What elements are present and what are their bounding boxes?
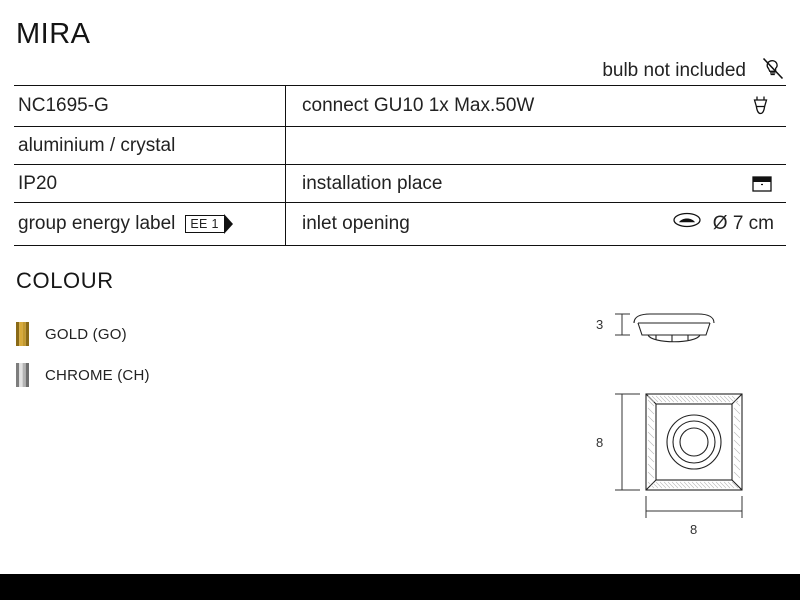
ip-rating-cell: IP20 xyxy=(14,165,286,202)
chrome-label: CHROME (CH) xyxy=(45,366,150,384)
energy-class-arrow-icon xyxy=(224,214,233,234)
inlet-opening-label: inlet opening xyxy=(302,213,410,234)
ceiling-mount-icon xyxy=(750,173,780,195)
bottom-bar xyxy=(0,574,800,600)
energy-label-cell xyxy=(14,203,286,245)
spec-table xyxy=(14,85,786,246)
inlet-opening-icon xyxy=(671,210,705,238)
material-cell: aluminium / crystal xyxy=(14,127,286,164)
gold-label: GOLD (GO) xyxy=(45,325,127,343)
product-code-cell: NC1695-G xyxy=(14,86,286,126)
gu10-bulb-icon xyxy=(748,93,780,119)
empty-cell xyxy=(286,127,786,164)
technical-drawings xyxy=(560,290,790,540)
table-row xyxy=(14,165,786,203)
page-title: MIRA xyxy=(16,18,91,50)
connect-cell xyxy=(286,86,786,126)
chrome-swatch xyxy=(16,363,29,387)
table-row xyxy=(14,203,786,246)
bulb-not-included-label: bulb not included xyxy=(602,59,746,81)
bulb-not-included-row xyxy=(602,54,786,87)
colour-heading: COLOUR xyxy=(16,268,114,293)
front-width-dim: 8 xyxy=(690,522,698,537)
bulb-crossed-icon xyxy=(760,54,786,87)
installation-place-label: installation place xyxy=(302,172,443,194)
energy-class-badge xyxy=(185,215,232,234)
colour-option-chrome[interactable] xyxy=(16,363,150,387)
inlet-opening-cell xyxy=(286,203,786,245)
table-row xyxy=(14,127,786,165)
energy-label-text: group energy label xyxy=(18,213,176,234)
side-height-dim: 3 xyxy=(596,317,604,332)
table-row xyxy=(14,86,786,127)
installation-place-cell xyxy=(286,165,786,202)
colour-option-gold[interactable] xyxy=(16,322,127,346)
energy-class-value: EE 1 xyxy=(185,215,224,233)
inlet-opening-group xyxy=(671,210,780,238)
front-height-dim: 8 xyxy=(596,435,604,450)
inlet-opening-value: Ø 7 cm xyxy=(712,213,774,234)
gold-swatch xyxy=(16,322,29,346)
connect-label: connect GU10 1x Max.50W xyxy=(302,95,535,116)
